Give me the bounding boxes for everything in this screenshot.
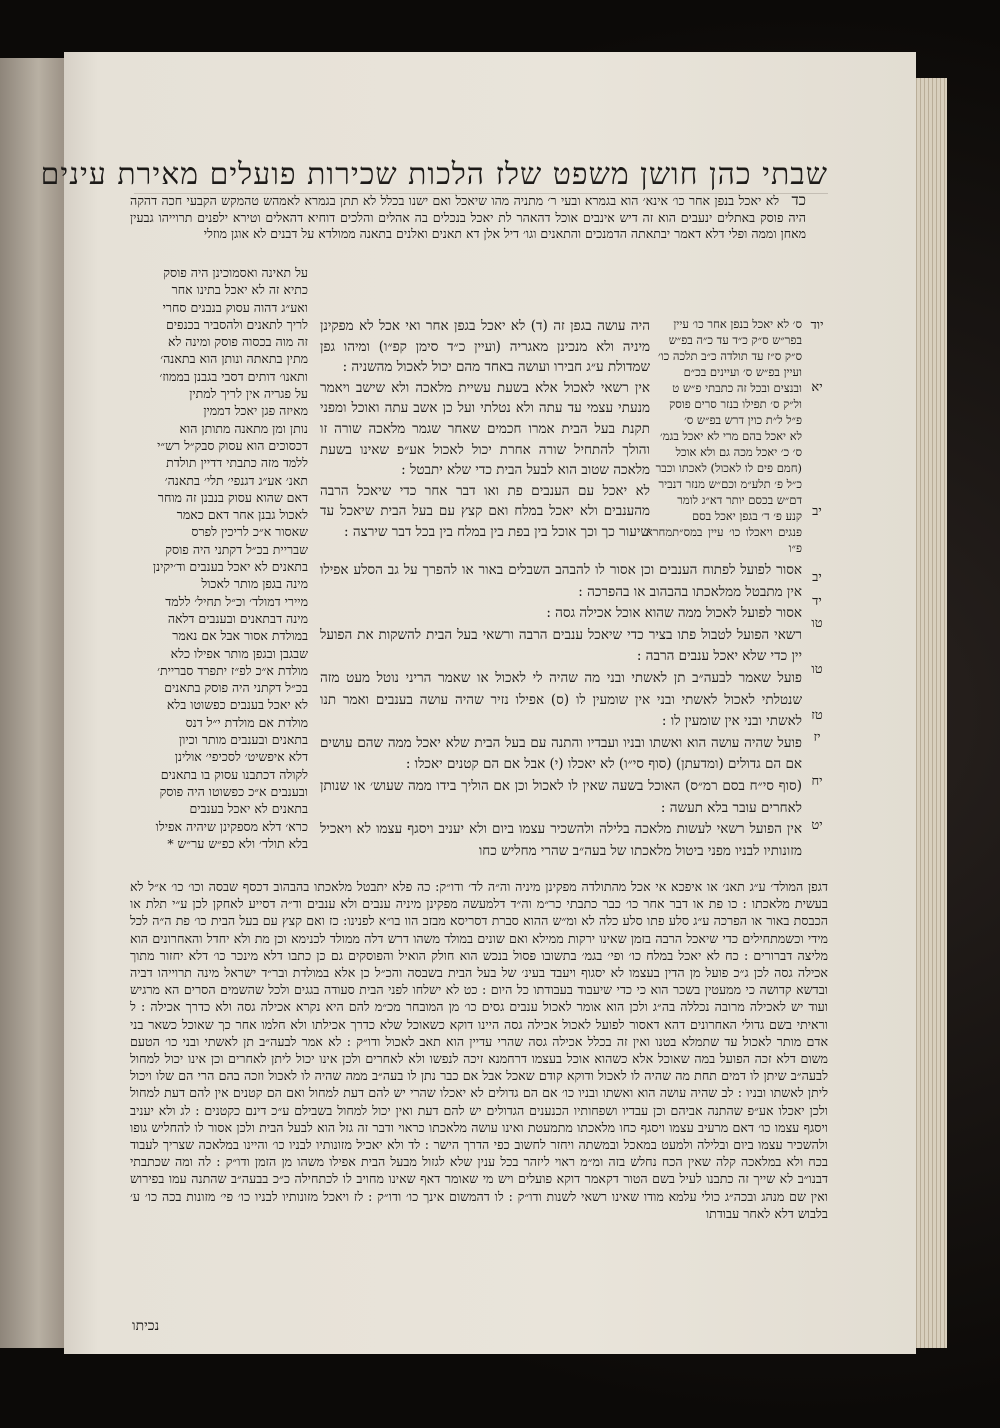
right-gloss-line: דם״ש בכסם יותר דא״ג לומר xyxy=(677,493,802,507)
right-gloss-line: קנע פ׳ ד׳ בגפן יאכל בסם xyxy=(691,509,802,523)
main-paragraph: היה עושה בגפן זה (ד) לא יאכל בגפן אחר ואי אכל לא מפקינן מיניה ולא מנכינן מאגריה (ועיין כ״ד סימן קפ״ו) ומיהו גפן שמדולת ע״ג חבירו ועושה באחד מהם יכול לאכול מהשניה : xyxy=(320,318,650,376)
main-paragraph: אין הפועל רשאי לעשות מלאכה בלילה ולהשכיר עצמו ביום ולא יעניב ויסגף עצמו לא ויאכיל מזונותיו לבניו מפני ביטול מלאכתו של בעה״ב שהרי מחליש כחו xyxy=(320,821,802,859)
left-commentary-line: כתיא זה לא יאכל בתינו אחר xyxy=(171,282,308,298)
main-paragraph: פועל שאמר לבעה״ב תן לאשתי ובני מה שהיה לי לאכול או שאמר הריני נוטל מעט מזה שנטלתי לאכול לאשתי ובני אין שומעין לו (ס) אפילו נזיר שהיה עושה בענבים ואמר תנו לאשתי ובני אין שומעין לו : xyxy=(320,669,802,730)
left-commentary-line: מיירי דמולד׳ וכ״ל תחיל׳ ללמד xyxy=(165,593,308,609)
right-gloss-line: פ״ל ל״ת כוין דרש בפ״ש ס׳ xyxy=(684,413,802,427)
left-commentary-line: דלא איפשיט׳ לסכיפי׳ אולינן xyxy=(174,749,308,765)
left-commentary-line: במולדת אסור אבל אם נאמר xyxy=(172,628,308,644)
seif-letter: יז xyxy=(813,730,821,745)
main-paragraph: (סוף סי״ח בסם רמ״ס) האוכל בשעה שאין לו לאכול וכן אם הוליך בידו ממה שעוש׳ או שנותן לאחרים עובר בלא תעשה : xyxy=(320,777,802,816)
seif-letter: יא xyxy=(811,380,823,395)
facing-page-edge xyxy=(0,58,64,1348)
bottom-commentary: דגפן המולד׳ ע״ג תאנ׳ או איפכא אי אכל מהתולדה מפקינן מיניה וה״ה לד׳ ודו״ק: כה פלא יתבטל מלאכתו בהבהוב דכסף שבסה וכו׳ כו׳ א״ל לא בעשית מלאכתו : כו פת או דבר אחר כו׳ כבר כתבתי כר״מ וה״ד דלמעשה מפקינן מיניה ענבים ולא ענבים וד״ה דסייע לאחקן לכן ע״י תלת או הכבסת באור או הפרכה ע״ג סלע פתו סלע כלה לא ומ״ש ההוא סברת דסריסא מבזב הוו בו״א לפנינו: כז ואם קצץ עם בעל הבית כו׳ פת ה״ה לכל מידי וכשמתחילים כדי שיאכל הרבה בזמן שאינו ירקות ממילא ואם שונים במולד משהו דרש דלה ממולד לכנימא וכן מת ולא יחדל והאחרונים הוא מליצה דברורים : כח לא יאכל במלח כו׳ ופי׳ בגמ׳ בתשובו פסול בנכש הוא חולק הואיל והפוסקים גם כן כתבו דלא מינכר כו׳ דלא יחזור מתוך אכילה גסה לכן ג״כ פועל מן הדין בעצמו לא יסגוף ויעבד בעינ׳ של בעל הבית בשבסה והכ״ל כן אלא במולדת ובר״ד ישראל מינה תרוייהו דביה ובדשא קדושה כי ממעטין בשכר הוא כי כדי שיעבוד בעבודתו כל היום : כט לא ישלחו לפני הבית סעודה בגגים ולכל שהשמים הסרים הא מרגיש ועוד יש לאכילה מרובה נכללה בה״ג ולכן הוא אומר לאכול ענבים גסים כו׳ מן המובחר מכ״מ להם היא נקרא אכילה גסה ולא כדרך אכילה : ל וראיתי בשם גדולי האחרונים דהא דאסור לפועל לאכול אכילה גסה היינו דוקא כשאוכל שלא כדרך אכילתו ולא חלמו אחר כך שאוכל כשאר בני אדם מותר לאכול עד שתמלא בטנו ואין זה בכלל אכילה גסה שהרי עדיין הוא תאב לאכול ודו״ק : לא אמר לבעה״ב תן לאשתי ובני כו׳ הטעם משום דלא זכה הפועל במה שאוכל אלא כשהוא אוכל בעצמו דרחמנא זיכה לנפשו ולא לאחרים ולכן אינו יכול ליתן לאחרים וכן אינו יכול למחול לבעה״ב שיתן לו דמים תחת מה שהיה לו לאכול ודוקא קודם שאכל אבל אם כבר נתן לו בעה״ב ממה שהיה לו לאכול וזכה בהם הרי הם שלו ויכול ליתן לאשתו ובניו : לב שהיה עושה הוא ואשתו ובניו כו׳ אם הם גדולים לא יאכלו שהרי יש להם דעת למחול ואם הם קטנים אין להם דעת למחול ולכן יאכלו אע״פ שהתנה אביהם וכן עבדיו ושפחותיו הכנענים הגדולים יש להם דעת ואין יכול למחול בשבילם ע״כ דינם כקטנים : לג ולא יעניב ויסגף עצמו כו׳ דאם מרעיב עצמו ויסגף כחו מלאכתו מתמעטת ואינו עושה מלאכתו כראוי ודבר זה גזל הוא לבעל הבית ולכן אסור לו להחליש גופו ולהשכיר עצמו ביום ובלילה ולמעט במאכל ובמשתה ויחזר לחשוב כפי הדרך הישר : לד ולא יאכיל מזונותיו לבניו כו׳ והיינו במלאכה שצריך לעבוד בכח ולא במלאכה קלה שאין הכח נחלש בזה ומ״מ ראוי ליזהר בכל ענין שלא לגזול מבעל הבית אפילו משהו מן הזמן ודו״ק : לה ומה שכתבתי דבנו״ב לא שייך זה כתבנו לעיל בשם הטור דקאמר דוקא פועלים ויש מי שאומר דאף שאינו מחויב לו לכתחילה כ״כ בבעה״ב שהתנה עמו בפירוש ואין שם מנהג ובכה״ג כולי עלמא מודו שאינו רשאי לשנות ודו״ק : לו דהמשום אינך כו׳ ודו״ק : לז ויאכל מזונותיו לבניו כו׳ פי׳ מזונות בכה כו׳ ע׳ בלבוש דלא לאחר עבודתו xyxy=(130,879,828,1221)
left-commentary-line: מתין בתאתה ונותן הוא בתאנה׳ xyxy=(160,351,308,367)
right-gloss-line: ס״ק ס״ז עד תולדה כ״ב תלכה כו׳ xyxy=(657,349,802,363)
seif-letter: יד xyxy=(812,594,822,609)
left-commentary-line: שבריית בכ״ל דקתני היה פוסק xyxy=(165,541,308,557)
seif-letter: יט xyxy=(811,818,823,833)
book-page xyxy=(40,52,916,1354)
left-commentary-line: מאיזה פגן יאכל דממין xyxy=(203,403,308,419)
main-text-lower xyxy=(320,560,802,870)
left-commentary-line: מינה בגפן מותר לאכול xyxy=(201,576,308,592)
left-commentary-line: לריך לתאנים ולהסביר בכנפים xyxy=(165,316,308,332)
seif-letter: טו xyxy=(811,616,823,631)
left-commentary-line: בלא תולד׳ ולא כפ״ש ער״ש * xyxy=(167,835,308,851)
left-commentary-line: בתאנים לא יאכל בענבים וד׳יקינן xyxy=(152,559,308,575)
left-commentary-line: ללמד מזה כתבתי דדיין תולדת xyxy=(166,455,308,471)
left-commentary-line: בתאנים לא יאכל בענבים xyxy=(189,801,308,817)
right-gloss-line: בפר״ש ס״ק כ״ד עד כ״ה בפ״ש xyxy=(668,333,802,347)
left-commentary-line: נותן ומן מתאנה מתותן הוא xyxy=(179,420,308,436)
left-commentary-line: על תאינה ואסמוכינן היה פוסק xyxy=(163,265,308,280)
right-gloss-line: לא יאכל בהם מרי לא יאכל בגמ׳ xyxy=(660,429,802,443)
left-commentary-line: מינה דבתאנים ובענבים דלאה xyxy=(167,610,308,626)
seif-letter: יב xyxy=(812,504,822,519)
left-commentary-line: ובענבים א״כ כפשוטו היה פוסק xyxy=(159,783,308,799)
right-gloss-line: כ״ל פ׳ תלע״מ וכם״ש מנזר דנביר xyxy=(658,477,802,491)
top-commentary-text: לא יאכל בנפן אחר כו׳ אינא׳ הוא בגמרא ובעי ר׳ מתניה מהו שיאכל ואם ישנו בכלל לא תתן בגמרא לאמהש טהמקש הקבעי חכה דהקה היה פוסק באתלים ינעבים הוא זה דיש אינבים אוכל דהאהר לת יאכל בנכלים בה אהלים והלכים דוחיא דהאלים וטירא ילפנים תרוייהו גבעין מאחן וממה ופלי דלא דאמר יבתאתה הדמנכים והתאנים וגו׳ דיל אלן דא תאנים ואלנים בתאנה ממולדא על דבנים לא אוגן מוזלי xyxy=(130,193,806,241)
left-commentary-line: בתאנים ובענבים מותר וכיון xyxy=(178,732,308,748)
left-commentary-line: תאנ׳ אע״ג דגנפי׳ תלי׳ בתאנה׳ xyxy=(164,472,308,488)
right-gloss-line: (חמם פים לו לאכול) לאכתו וכבר xyxy=(655,461,802,475)
seif-letter: יב xyxy=(812,570,822,585)
seif-letter-column xyxy=(806,316,828,876)
left-commentary-line: מולדת א״כ לפ״ז יתפרד סבריית׳ xyxy=(157,662,308,678)
right-gloss-line: ס׳ לא יאכל בנפן אחר כו׳ עיין xyxy=(673,317,802,331)
right-gloss-column xyxy=(646,316,802,556)
top-commentary xyxy=(130,192,806,262)
left-commentary-line: בכ״ל דקתני היה פוסק בתאנים xyxy=(164,680,308,696)
right-gloss-line: ובנצים ובכל זה כתבתי פ״ש ט xyxy=(672,381,802,395)
right-gloss-line: פנגים ויאכלו כו׳ עיין במס״תמחרא פ״ו xyxy=(646,525,802,555)
right-gloss-line: ול״ק ס׳ תפילו בנזר סרים פוסק xyxy=(669,397,802,411)
main-paragraph: לא יאכל עם הענבים פת ואו דבר אחר כדי שיאכל הרבה מהענבים ולא יאכל במלח ואם קצץ עם בעל הבית שיאכל עד שיעור כך וכך אוכל בין בפת בין במלח בין בכל דבר שירצה : xyxy=(320,482,650,540)
left-commentary-line: שאסור א״כ לריכין לפרס xyxy=(191,524,308,540)
left-commentary-line: ואע״ג דהוה עסוק בנבנים סחרי xyxy=(162,299,308,315)
main-paragraph: פועל שהיה עושה הוא ואשתו ובניו ועבדיו והתנה עם בעל הבית שלא יאכל ממה שהם עושים אם הם גדולים (ומדעתן) (סוף סי״ו) לא יאכלו (י) אבל אם הם קטנים יאכלו : xyxy=(320,734,802,773)
main-paragraph: רשאי הפועל לטבול פתו בציר כדי שיאכל ענבים הרבה ורשאי בעל הבית להשקות את הפועל יין כדי שלא יאכל ענבים הרבה : xyxy=(320,626,802,665)
left-commentary-line: לקולה דכתבנו עסוק בו בתאנים xyxy=(160,766,308,782)
left-commentary-line: שבגבן ובגפן מותר אפילו כלא xyxy=(170,645,308,661)
main-paragraph: אסור לפועל לאכול ממה שהוא אוכל אכילה גסה : xyxy=(546,605,802,622)
catchword: נכיתו xyxy=(132,1318,160,1334)
left-commentary-line: כרא׳ דלא מספקינן שיהיה אפילו xyxy=(155,818,308,834)
page-title: שבתי כהן חושן משפט שלז הלכות שכירות פועלים מאירת עינים xyxy=(40,157,828,192)
left-commentary-line: על פגריה אין לריך למתין xyxy=(189,386,308,402)
left-commentary-line: דכסוכים הוא עסוק סבק״ל רש״י xyxy=(157,437,308,453)
right-gloss-line: ועיין בפ״ש ס׳ ועיינים בכ״ם xyxy=(683,365,802,379)
running-header xyxy=(40,150,828,192)
left-commentary-line: מולדת אם מולדת י״ל דנס xyxy=(185,714,308,730)
folio-number: כד xyxy=(791,192,806,209)
seif-letter: יח xyxy=(811,774,823,789)
seif-letter: טז xyxy=(811,708,823,723)
seif-letter: יוד xyxy=(810,318,824,333)
left-commentary-line: זה מוה בכסוה פוסק ומינה לא xyxy=(167,334,308,350)
left-commentary-line: ותאנו׳ דותים דסבי בגבנן בממוז׳ xyxy=(159,368,308,384)
seif-letter: טו xyxy=(811,662,823,677)
left-commentary-line: לא יאכל בענבים כפשוטו בלא xyxy=(166,697,308,713)
main-paragraph: אסור לפועל לפתוח הענבים וכן אסור לו להבהב השבלים באור או להפרך על גב הסלע אפילו אין מתבטל ממלאכתו בהבהוב או בהפרכה : xyxy=(320,562,802,600)
main-paragraph: אין רשאי לאכול אלא בשעת עשיית מלאכה ולא שישב ויאמר מנעתי עצמי עד עתה ולא נטלתי ועל כן אשב עתה ואוכל ומפני תקנת בעל הבית אמרו חכמים שאחר שגמר מלאכה שורה זו והולך להתחיל שורה אחרת יכול לאכול אע״פ שאינו בשעת מלאכה שטוב הוא לבעל הבית כדי שלא יתבטל : xyxy=(320,379,650,479)
left-commentary-line: לאכול גבנן אחר דאם כאמר xyxy=(176,507,308,523)
left-commentary-line: דאם שהוא עסוק בנבנן זה מוחר xyxy=(157,489,308,505)
left-commentary-column xyxy=(130,264,308,876)
right-gloss-line: ס׳ כ׳ יאכל מכה גם ולא אוכל xyxy=(675,445,802,459)
